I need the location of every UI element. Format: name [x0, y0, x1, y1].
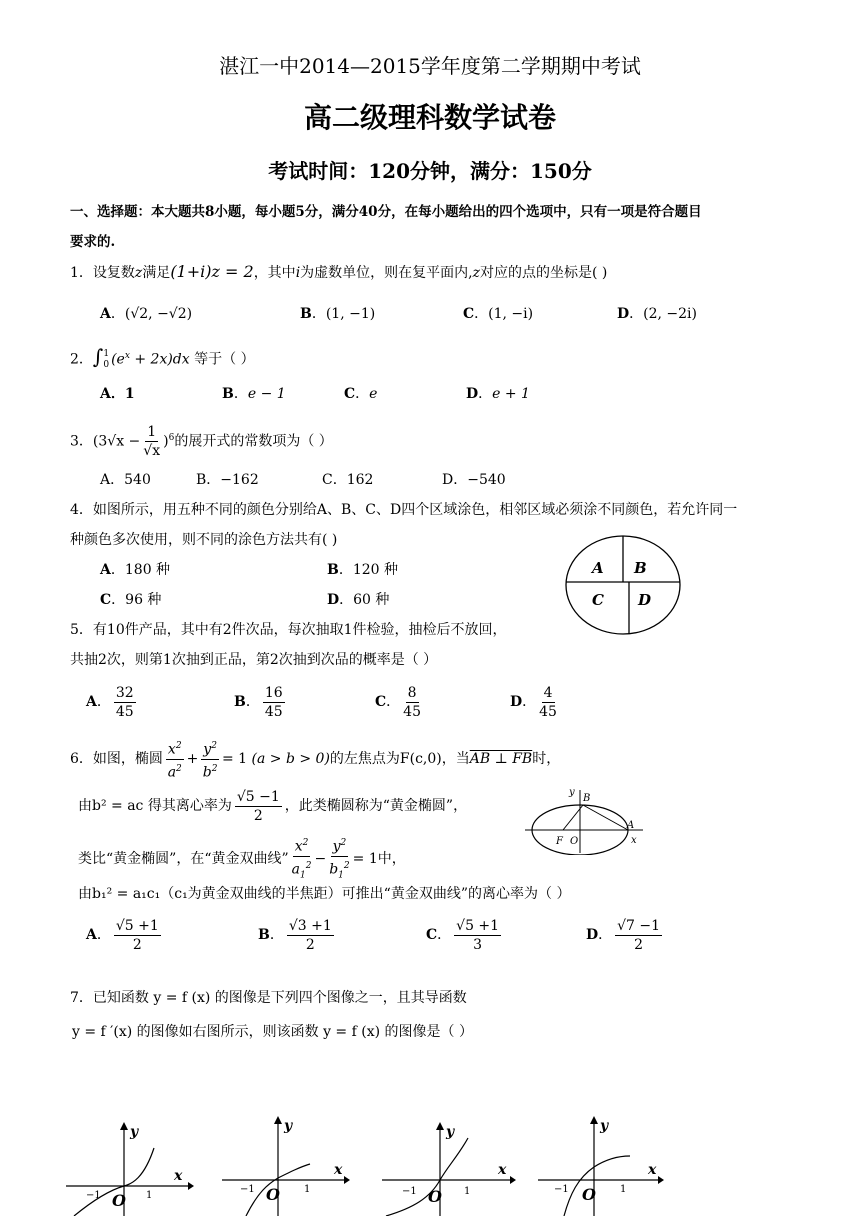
q7-g1-x: x [174, 1168, 183, 1184]
q7-g1-one: 1 [146, 1190, 153, 1201]
q3-option-c-value: 162 [346, 472, 374, 488]
q4-label-a: A [592, 559, 604, 577]
q6-fig-a: A [627, 820, 635, 831]
q2-expr2: + 2x)dx [129, 351, 190, 368]
q6-d-num: √7 −1 [617, 917, 661, 934]
q4-label-d: D [638, 591, 652, 609]
q2-option-d-value: e + 1 [492, 386, 530, 402]
q6-b-num: √3 +1 [288, 917, 332, 934]
q6-fig-y: y [569, 787, 575, 798]
q6-line2-post: ，此类椭圆称为“黄金椭圆”， [284, 798, 468, 814]
q1-option-b-value: (1, −1) [325, 306, 376, 322]
q5-option-d: D． $\frac{4}{45}$ [510, 684, 557, 720]
q6-c-num: √5 +1 [456, 917, 500, 934]
q6-ellipse-cond: (a > b > 0) [251, 751, 330, 768]
q6-option-c: C． $\frac{√5 +1}{3}$ [426, 917, 500, 953]
q6-line1-pre: 6．如图，椭圆 [70, 751, 163, 768]
q7-graph-2 [218, 1112, 350, 1216]
q7-g4-o: O [582, 1185, 596, 1204]
q6-a-den: 2 [132, 936, 142, 953]
q2-stem-post: 等于（ ） [189, 351, 255, 368]
q6-ellipse-figure [525, 785, 645, 855]
q3-stem-post: 的展开式的常数项为（ ） [174, 433, 333, 450]
q1-stem-pre: 1．设复数 [70, 265, 135, 281]
q6-line1-post: 的左焦点为F(c,0)，当 [329, 751, 470, 768]
q4-option-b: B．120 种 [327, 562, 399, 578]
q1-stem-post: ，其中 [253, 265, 296, 281]
q5-stem-line1: 5．有10件产品，其中有2件次品，每次抽取1件检验，抽检后不放回， [70, 622, 507, 638]
q3-fraction [143, 423, 160, 460]
q4-option-a: A．180 种 [100, 562, 171, 578]
q5-option-b: B． $\frac{16}{45}$ [234, 684, 283, 720]
q7-g2-neg1: −1 [240, 1184, 255, 1195]
q7-g2-x: x [334, 1162, 343, 1178]
q5-a-den: 45 [115, 703, 134, 720]
q4-circle-figure [562, 533, 684, 637]
q6-c-den: 3 [473, 936, 483, 953]
q4-option-b-value: 120 种 [352, 562, 399, 578]
q3-frac-den: √x [143, 443, 161, 460]
q3-option-a-value: 540 [124, 472, 151, 488]
q6-b-den: 2 [305, 936, 315, 953]
q6-fig-x: x [631, 835, 637, 846]
q2-stem [70, 344, 255, 372]
q2-option-b: B．e − 1 [222, 386, 286, 402]
q6-d-den: 2 [634, 936, 644, 953]
q6-line1-vec: AB ⊥ FB [469, 751, 533, 768]
q3-option-d-value: −540 [467, 472, 506, 488]
q2-num: 2． [70, 351, 93, 368]
q4-option-d: D．60 种 [327, 592, 390, 608]
q6-line2 [78, 786, 467, 826]
q2-option-a-value: 1 [124, 386, 135, 402]
q3-option-b-value: −162 [220, 472, 259, 488]
section-heading-line1: 一、选择题：本大题共8小题，每小题5分，满分40分，在每小题给出的四个选项中，只有一项是符合题目 [70, 204, 702, 220]
q4-option-c-value: 96 种 [125, 592, 162, 608]
q2-option-c-value: e [369, 386, 378, 402]
q2-option-b-value: e − 1 [247, 386, 286, 402]
q1-stem [70, 262, 607, 283]
q3-expr-pre: (3√x − [92, 433, 141, 450]
q4-label-c: C [592, 591, 604, 609]
q6-line4: 由b₁² = a₁c₁（c₁为黄金双曲线的半焦距）可推出“黄金双曲线”的离心率为（ ） [78, 886, 571, 902]
q7-g4-x: x [648, 1162, 657, 1178]
q5-option-a: A． $\frac{32}{45}$ [86, 684, 134, 720]
q6-line2-pre: 由b² = ac 得其离心率为 [78, 798, 232, 814]
q1-option-a: A．(√2, −√2) [100, 306, 193, 322]
q2-option-c: C．e [344, 386, 378, 402]
q2-expr: (e [111, 351, 125, 368]
q5-a-num: 32 [115, 684, 134, 701]
q7-g1-neg1: −1 [86, 1190, 101, 1201]
q5-d-den: 45 [539, 703, 557, 720]
q3-option-c: C．162 [322, 472, 374, 488]
q5-c-num: 8 [407, 684, 417, 701]
q3-power: 6 [168, 433, 175, 443]
q7-graph-1 [62, 1118, 194, 1216]
q7-g4-y: y [600, 1118, 609, 1134]
q7-g1-y: y [130, 1124, 139, 1140]
q1-stem-post3: 对应的点的坐标是( ) [480, 265, 608, 281]
q6-line2-frac-den: 2 [253, 807, 263, 824]
q6-option-a: A． $\frac{√5 +1}{2}$ [86, 917, 159, 953]
q1-stem-eq: (1+i)z = 2 [170, 262, 254, 281]
q3-option-d: D．−540 [442, 472, 506, 488]
page-title: 高二级理科数学试卷 [303, 101, 556, 134]
q3-stem [70, 418, 333, 462]
q7-g4-neg1: −1 [554, 1184, 569, 1195]
q1-stem-z: z [134, 265, 143, 281]
q6-fig-f: F [556, 836, 563, 847]
q6-line1: 6．如图，椭圆 $\frac{x^2}{a^2}$ + $\frac{y^2}{b^2}$ = 1 (a > b > 0)的左焦点为F(c,0)，当AB ⊥ FB时， [70, 737, 560, 781]
q7-g4-one: 1 [620, 1184, 627, 1195]
q5-stem-line2: 共抽2次，则第1次抽到正品，第2次抽到次品的概率是（ ） [70, 652, 438, 668]
q7-g2-y: y [284, 1118, 293, 1134]
q3-option-b: B．−162 [196, 472, 259, 488]
q5-d-num: 4 [543, 684, 553, 701]
q4-option-c: C．96 种 [100, 592, 162, 608]
q5-b-den: 45 [264, 703, 283, 720]
q6-option-b: B． $\frac{√3 +1}{2}$ [258, 917, 332, 953]
q3-frac-num: 1 [147, 424, 157, 441]
q1-stem-i: i [295, 265, 301, 281]
school-line: 湛江一中2014—2015学年度第二学期期中考试 [219, 54, 641, 78]
q5-b-num: 16 [264, 684, 283, 701]
q6-a-num: √5 +1 [115, 917, 159, 934]
exam-info: 考试时间：120分钟，满分：150分 [268, 159, 592, 183]
q6-fig-b: B [583, 793, 591, 804]
q6-line1-end: 时， [532, 751, 561, 768]
q5-option-c: C． $\frac{8}{45}$ [375, 684, 421, 720]
q7-g3-x: x [498, 1162, 507, 1178]
q6-line2-frac-num: √5 −1 [236, 788, 280, 805]
q3-num: 3． [70, 433, 93, 450]
q7-g1-o: O [112, 1191, 126, 1210]
q4-label-b: B [634, 559, 647, 577]
q4-option-a-value: 180 种 [124, 562, 171, 578]
q6-fig-o: O [570, 836, 579, 847]
q1-option-c: C．(1, −i) [463, 306, 534, 322]
q7-line1: 7．已知函数 y = f (x) 的图像是下列四个图像之一，且其导函数 [70, 990, 467, 1006]
q4-stem-line1: 4．如图所示，用五种不同的颜色分别给A、B、C、D四个区域涂色，相邻区域必须涂不同颜色，若允许同一 [70, 502, 738, 518]
q5-c-den: 45 [403, 703, 421, 720]
q7-g2-one: 1 [304, 1184, 311, 1195]
q7-graph-4 [534, 1112, 666, 1216]
q1-option-d-value: (2, −2i) [643, 306, 697, 322]
q7-g3-o: O [428, 1187, 442, 1206]
q3-option-a: A．540 [100, 472, 151, 488]
q2-upper: 1 [103, 348, 110, 359]
q2-option-a: A．1 [100, 386, 135, 402]
q2-lower: 0 [103, 359, 110, 370]
q7-g3-neg1: −1 [402, 1186, 417, 1197]
q7-g2-o: O [266, 1185, 280, 1204]
q1-option-c-value: (1, −i) [488, 306, 534, 322]
q2-integral: ∫ [92, 344, 104, 369]
q7-graph-3 [378, 1118, 518, 1216]
q1-option-a-value: (√2, −√2) [124, 306, 193, 322]
q1-stem-z2: z [472, 265, 481, 281]
q6-line3: 类比“黄金椭圆”，在“黄金双曲线” $\frac{x^2}{a_1^2}$ − $\frac{y^2}{b_1^2}$ = 1中， [78, 834, 406, 884]
q6-line3-post: 中， [377, 851, 406, 868]
q1-option-d: D．(2, −2i) [617, 306, 697, 322]
section-heading-line2: 要求的. [70, 234, 116, 250]
q4-option-d-value: 60 种 [353, 592, 390, 608]
q1-stem-post2: 为虚数单位，则在复平面内, [300, 265, 473, 281]
q6-line3-pre: 类比“黄金椭圆”，在“黄金双曲线” [78, 851, 289, 868]
q7-line2: y = f ′(x) 的图像如右图所示，则该函数 y = f (x) 的图像是（ ） [72, 1024, 473, 1040]
q3-expr-post: ) [163, 433, 169, 450]
q7-g3-one: 1 [464, 1186, 471, 1197]
q1-stem-mid: 满足 [142, 265, 171, 281]
q6-option-d: D． $\frac{√7 -1}{2}$ [586, 917, 661, 953]
q1-option-b: B．(1, −1) [300, 306, 376, 322]
q2-exp: x [124, 351, 130, 361]
q2-option-d: D．e + 1 [466, 386, 530, 402]
q4-stem-line2: 种颜色多次使用，则不同的涂色方法共有( ) [70, 532, 338, 548]
q7-g3-y: y [446, 1124, 455, 1140]
